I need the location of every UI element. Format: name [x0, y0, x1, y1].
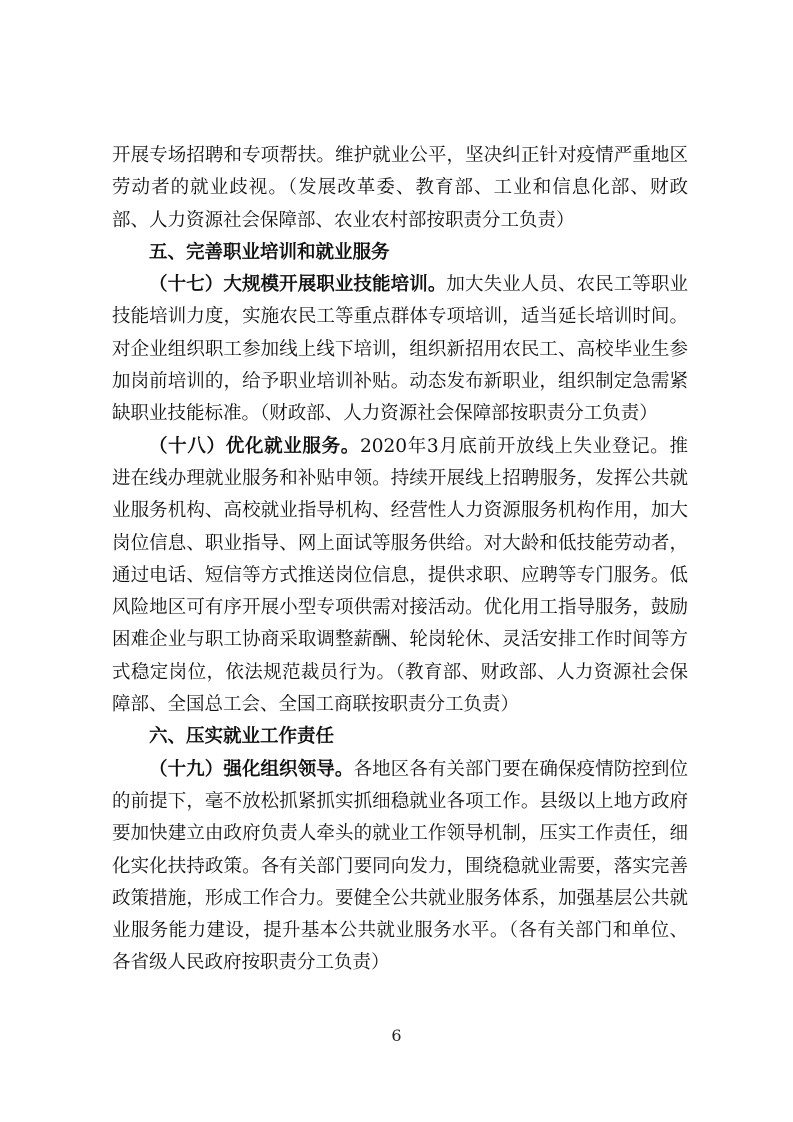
document-body	[112, 140, 688, 980]
item-paragraph-17	[112, 269, 688, 430]
section-heading-five: 五、完善职业培训和就业服务	[149, 241, 390, 263]
item-text-18: 2020年3月底前开放线上失业登记。推进在线办理就业服务和补贴申领。持续开展线上招聘服务，发挥公共就业服务机构、高校就业指导机构、经营性人力资源服务机构作用，加大岗位信息、职业指导、网上面试等服务供给。对大龄和低技能劳动者，通过电话、短信等方式推送岗位信息，提供求职、应聘等专门服务。低风险地区可有序开展小型专项供需对接活动。优化用工指导服务，鼓励困难企业与职工协商采取调整薪酬、轮岗轮休、灵活安排工作时间等方式稳定岗位，依法规范裁员行为。（教育部、财政部、人力资源社会保障部、全国总工会、全国工商联按职责分工负责）	[112, 435, 688, 716]
item-paragraph-18	[112, 431, 688, 722]
section-heading-six: 六、压实就业工作责任	[149, 726, 335, 748]
item-lead-17: （十七）大规模开展职业技能培训。	[149, 274, 447, 296]
item-lead-18: （十八）优化就业服务。	[149, 435, 360, 457]
item-paragraph-19	[112, 754, 688, 980]
item-text-19: 各地区各有关部门要在确保疫情防控到位的前提下，毫不放松抓紧抓实抓细稳就业各项工作。县级以上地方政府要加快建立由政府负责人牵头的就业工作领导机制，压实工作责任，细化实化扶持政策。各有关部门要同向发力，围绕稳就业需要，落实完善政策措施，形成工作合力。要健全公共就业服务体系，加强基层公共就业服务能力建设，提升基本公共就业服务水平。（各有关部门和单位、各省级人民政府按职责分工负责）	[112, 758, 688, 974]
item-text-17: 加大失业人员、农民工等职业技能培训力度，实施农民工等重点群体专项培训，适当延长培训时间。对企业组织职工参加线上线下培训，组织新招用农民工、高校毕业生参加岗前培训的，给予职业培训补贴。动态发布新职业，组织制定急需紧缺职业技能标准。（财政部、人力资源社会保障部按职责分工负责）	[112, 274, 688, 425]
page-number: 6	[391, 1026, 402, 1045]
continuation-paragraph: 开展专场招聘和专项帮扶。维护就业公平，坚决纠正针对疫情严重地区劳动者的就业歧视。（发展改革委、教育部、工业和信息化部、财政部、人力资源社会保障部、农业农村部按职责分工负责）	[112, 145, 688, 231]
item-lead-19: （十九）强化组织领导。	[149, 758, 354, 780]
